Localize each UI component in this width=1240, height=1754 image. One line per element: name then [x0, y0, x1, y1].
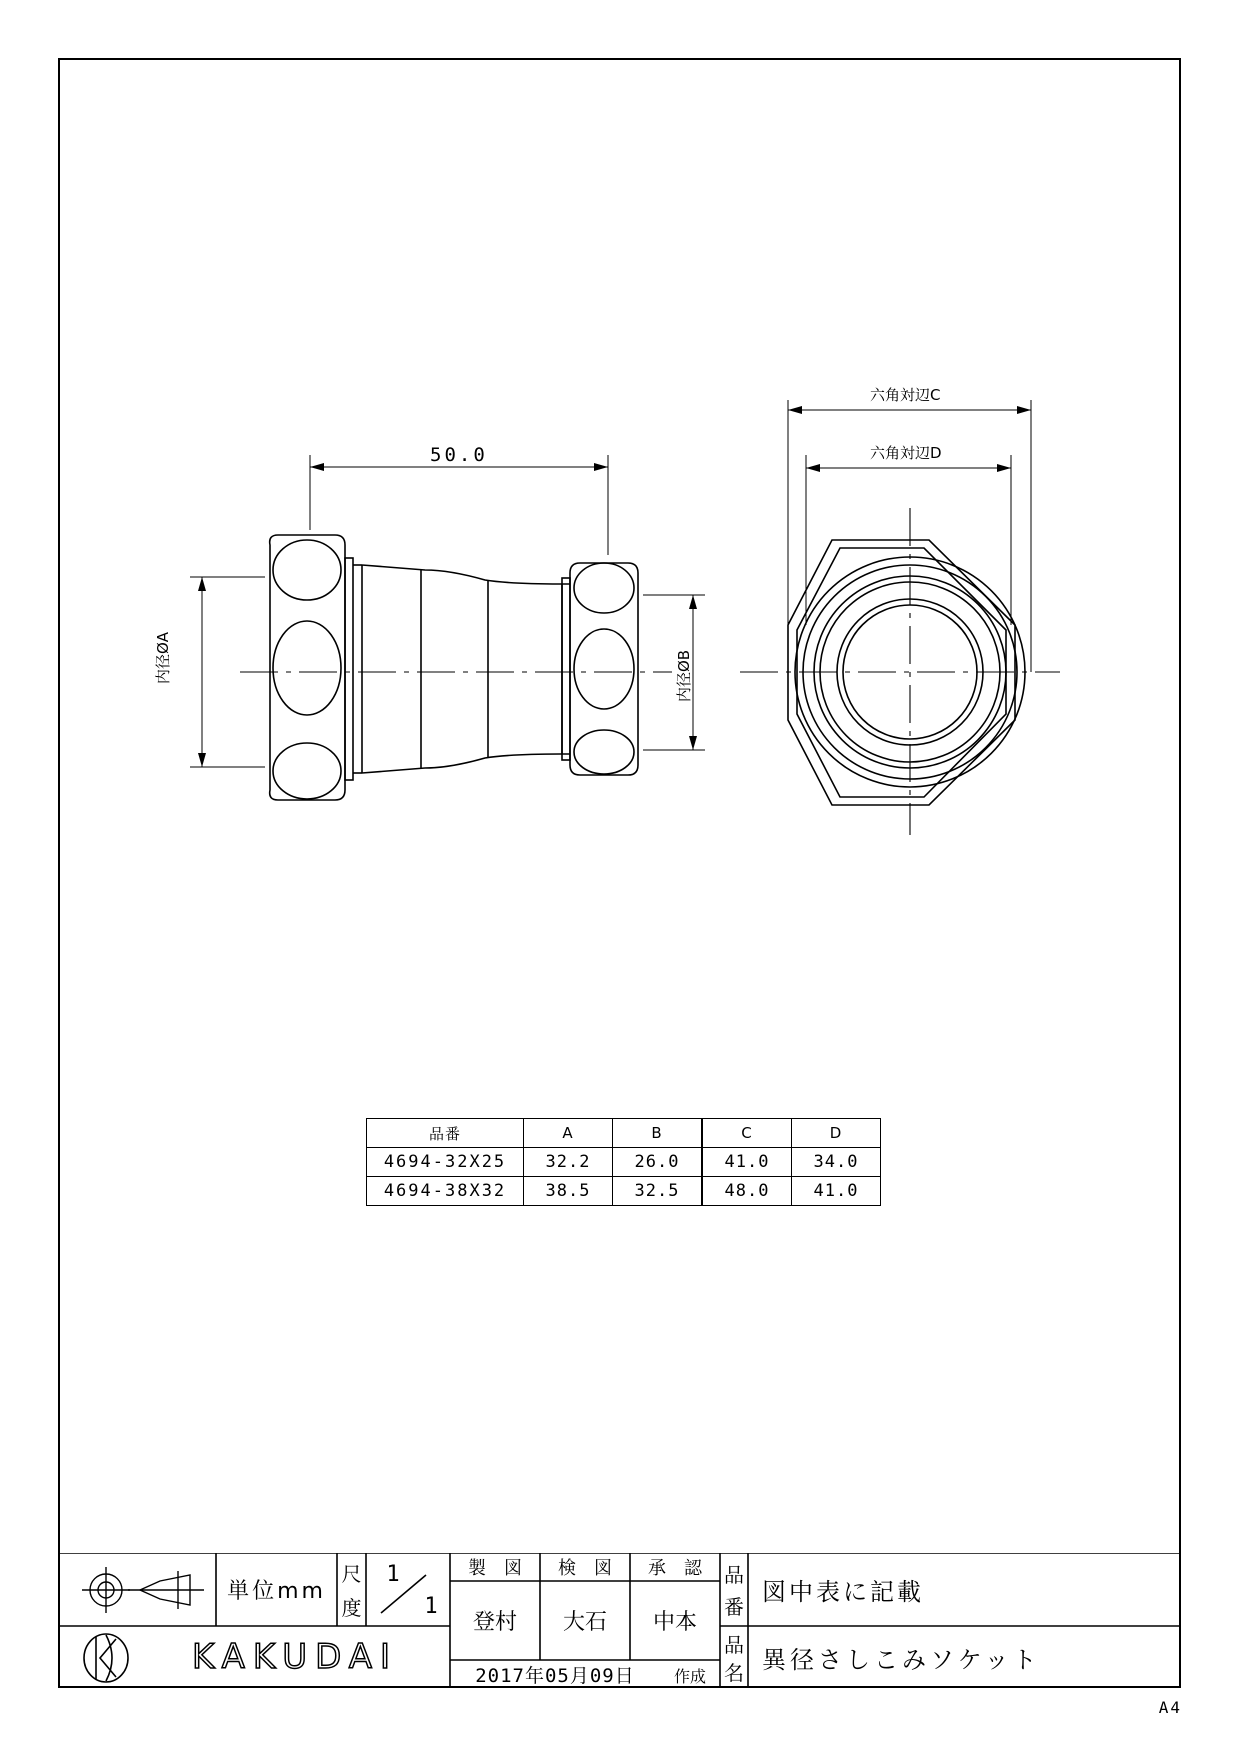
- created-label: 作成: [673, 1666, 706, 1686]
- title-block: [58, 1553, 1181, 1688]
- cell-c: 48.0: [702, 1177, 792, 1206]
- checked-by-name: 大石: [562, 1610, 607, 1635]
- cell-part-no: 4694-32X25: [367, 1148, 524, 1177]
- length-dimension-label: 50.0: [430, 444, 488, 466]
- scale-numerator: 1: [386, 1561, 400, 1587]
- inner-diameter-b-label: 内径ØB: [675, 649, 693, 702]
- approved-by-label: 承 認: [648, 1558, 702, 1579]
- scale-label-top: 尺: [341, 1561, 362, 1586]
- cell-c: 41.0: [702, 1148, 792, 1177]
- side-view: [270, 535, 638, 800]
- header-part-no: 品番: [367, 1119, 524, 1148]
- hex-width-c-label: 六角対辺C: [870, 386, 941, 404]
- part-name-label-bottom: 名: [724, 1660, 744, 1685]
- hex-width-d-label: 六角対辺D: [870, 444, 942, 462]
- drawn-by-label: 製 図: [468, 1558, 522, 1579]
- cell-a: 38.5: [524, 1177, 613, 1206]
- company-name: KAKUDAI: [191, 1637, 399, 1677]
- cell-a: 32.2: [524, 1148, 613, 1177]
- cell-b: 26.0: [613, 1148, 703, 1177]
- creation-date: 2017年05月09日: [475, 1664, 635, 1687]
- header-a: A: [524, 1119, 613, 1148]
- approved-by-name: 中本: [652, 1610, 697, 1635]
- sheet-size-label: A4: [1158, 1698, 1182, 1717]
- cell-part-no: 4694-38X32: [367, 1177, 524, 1206]
- cell-b: 32.5: [613, 1177, 703, 1206]
- drawn-by-name: 登村: [472, 1610, 517, 1635]
- part-no-label-top: 品: [724, 1562, 744, 1587]
- cell-d: 41.0: [792, 1177, 881, 1206]
- table-row: [367, 1177, 881, 1206]
- inner-diameter-a-label: 内径ØA: [154, 631, 172, 684]
- part-name-value: 異径さしこみソケット: [762, 1645, 1041, 1674]
- table-row: [367, 1148, 881, 1177]
- cell-d: 34.0: [792, 1148, 881, 1177]
- scale-label-bottom: 度: [341, 1595, 362, 1620]
- scale-denominator: 1: [424, 1593, 438, 1619]
- center-lines: [240, 508, 1060, 835]
- part-no-label-bottom: 番: [724, 1594, 744, 1619]
- header-c: C: [702, 1119, 792, 1148]
- dimensions-table: [366, 1118, 881, 1206]
- unit-label: 単位mm: [227, 1579, 326, 1604]
- kakudai-logo-icon: [84, 1634, 128, 1682]
- projection-symbol-icon: [82, 1567, 204, 1613]
- part-no-value: 図中表に記載: [762, 1578, 924, 1606]
- header-d: D: [792, 1119, 881, 1148]
- checked-by-label: 検 図: [558, 1558, 612, 1579]
- part-name-label-top: 品: [724, 1632, 744, 1657]
- header-b: B: [613, 1119, 703, 1148]
- table-header-row: [367, 1119, 881, 1148]
